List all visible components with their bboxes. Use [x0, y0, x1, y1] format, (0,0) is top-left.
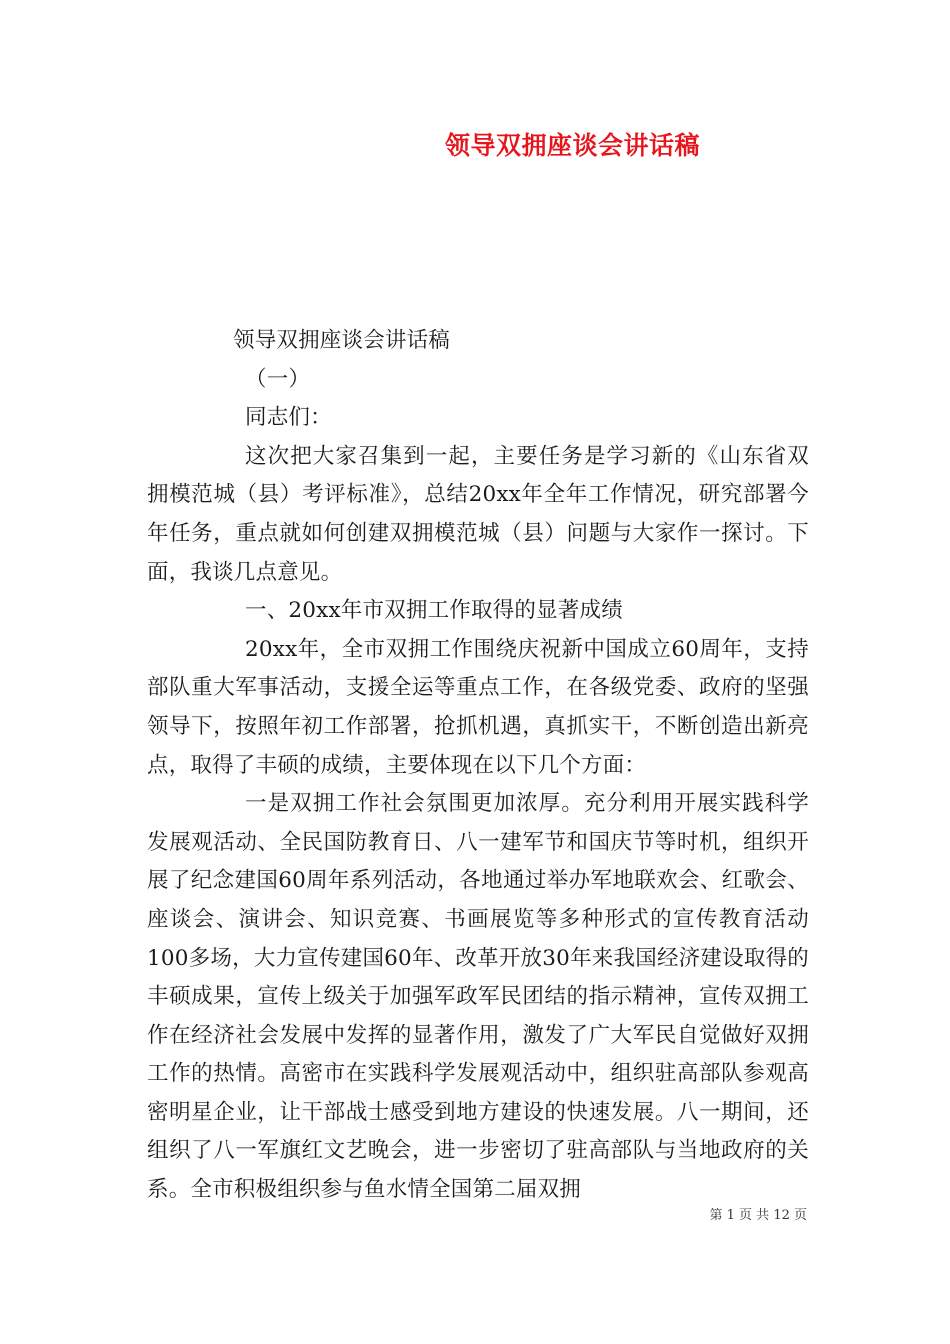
- page-number: 第 1 页 共 12 页: [709, 1208, 807, 1223]
- greeting-line: 同志们：: [245, 405, 332, 431]
- paragraph: 一是双拥工作社会氛围更加浓厚。充分利用开展实践科学发展观活动、全民国防教育日、八一建军节和国庆节等时机，组织开展了纪念建国60周年系列活动，各地通过举办军地联欢会、红歌会、座谈会、演讲会、知识竞赛、书画展览等多种形式的宣传教育活动100多场，大力宣传建国60年、改革开放30年来我国经济建设取得的丰硕成果，宣传上级关于加强军政军民团结的指示精神，宣传双拥工作在经济社会发展中发挥的显著作用，激发了广大军民自觉做好双拥工作的热情。高密市在实践科学发展观活动中，组织驻高部队参观高密明星企业，让干部战士感受到地方建设的快速发展。八一期间，还组织了八一军旗红文艺晚会，进一步密切了驻高部队与当地政府的关系。全市积极组织参与鱼水情全国第二届双拥: [147, 791, 809, 1203]
- section-number: （一）: [245, 366, 311, 392]
- document-title-text: 领导双拥座谈会讲话稿: [445, 131, 701, 160]
- paragraph: 20xx年，全市双拥工作围绕庆祝新中国成立60周年，支持部队重大军事活动，支援全运等重点工作，在各级党委、政府的坚强领导下，按照年初工作部署，抢抓机遇，真抓实干，不断创造出新亮点，取得了丰硕的成绩，主要体现在以下几个方面：: [147, 636, 809, 778]
- paragraph: 这次把大家召集到一起，主要任务是学习新的《山东省双拥模范城（县）考评标准》，总结20xx年全年工作情况，研究部署今年任务，重点就如何创建双拥模范城（县）问题与大家作一探讨。下面，我谈几点意见。: [147, 443, 809, 585]
- document-subtitle: 领导双拥座谈会讲话稿: [233, 328, 451, 353]
- section-heading: 一、20xx年市双拥工作取得的显著成绩: [245, 598, 623, 624]
- document-body: [147, 322, 809, 1210]
